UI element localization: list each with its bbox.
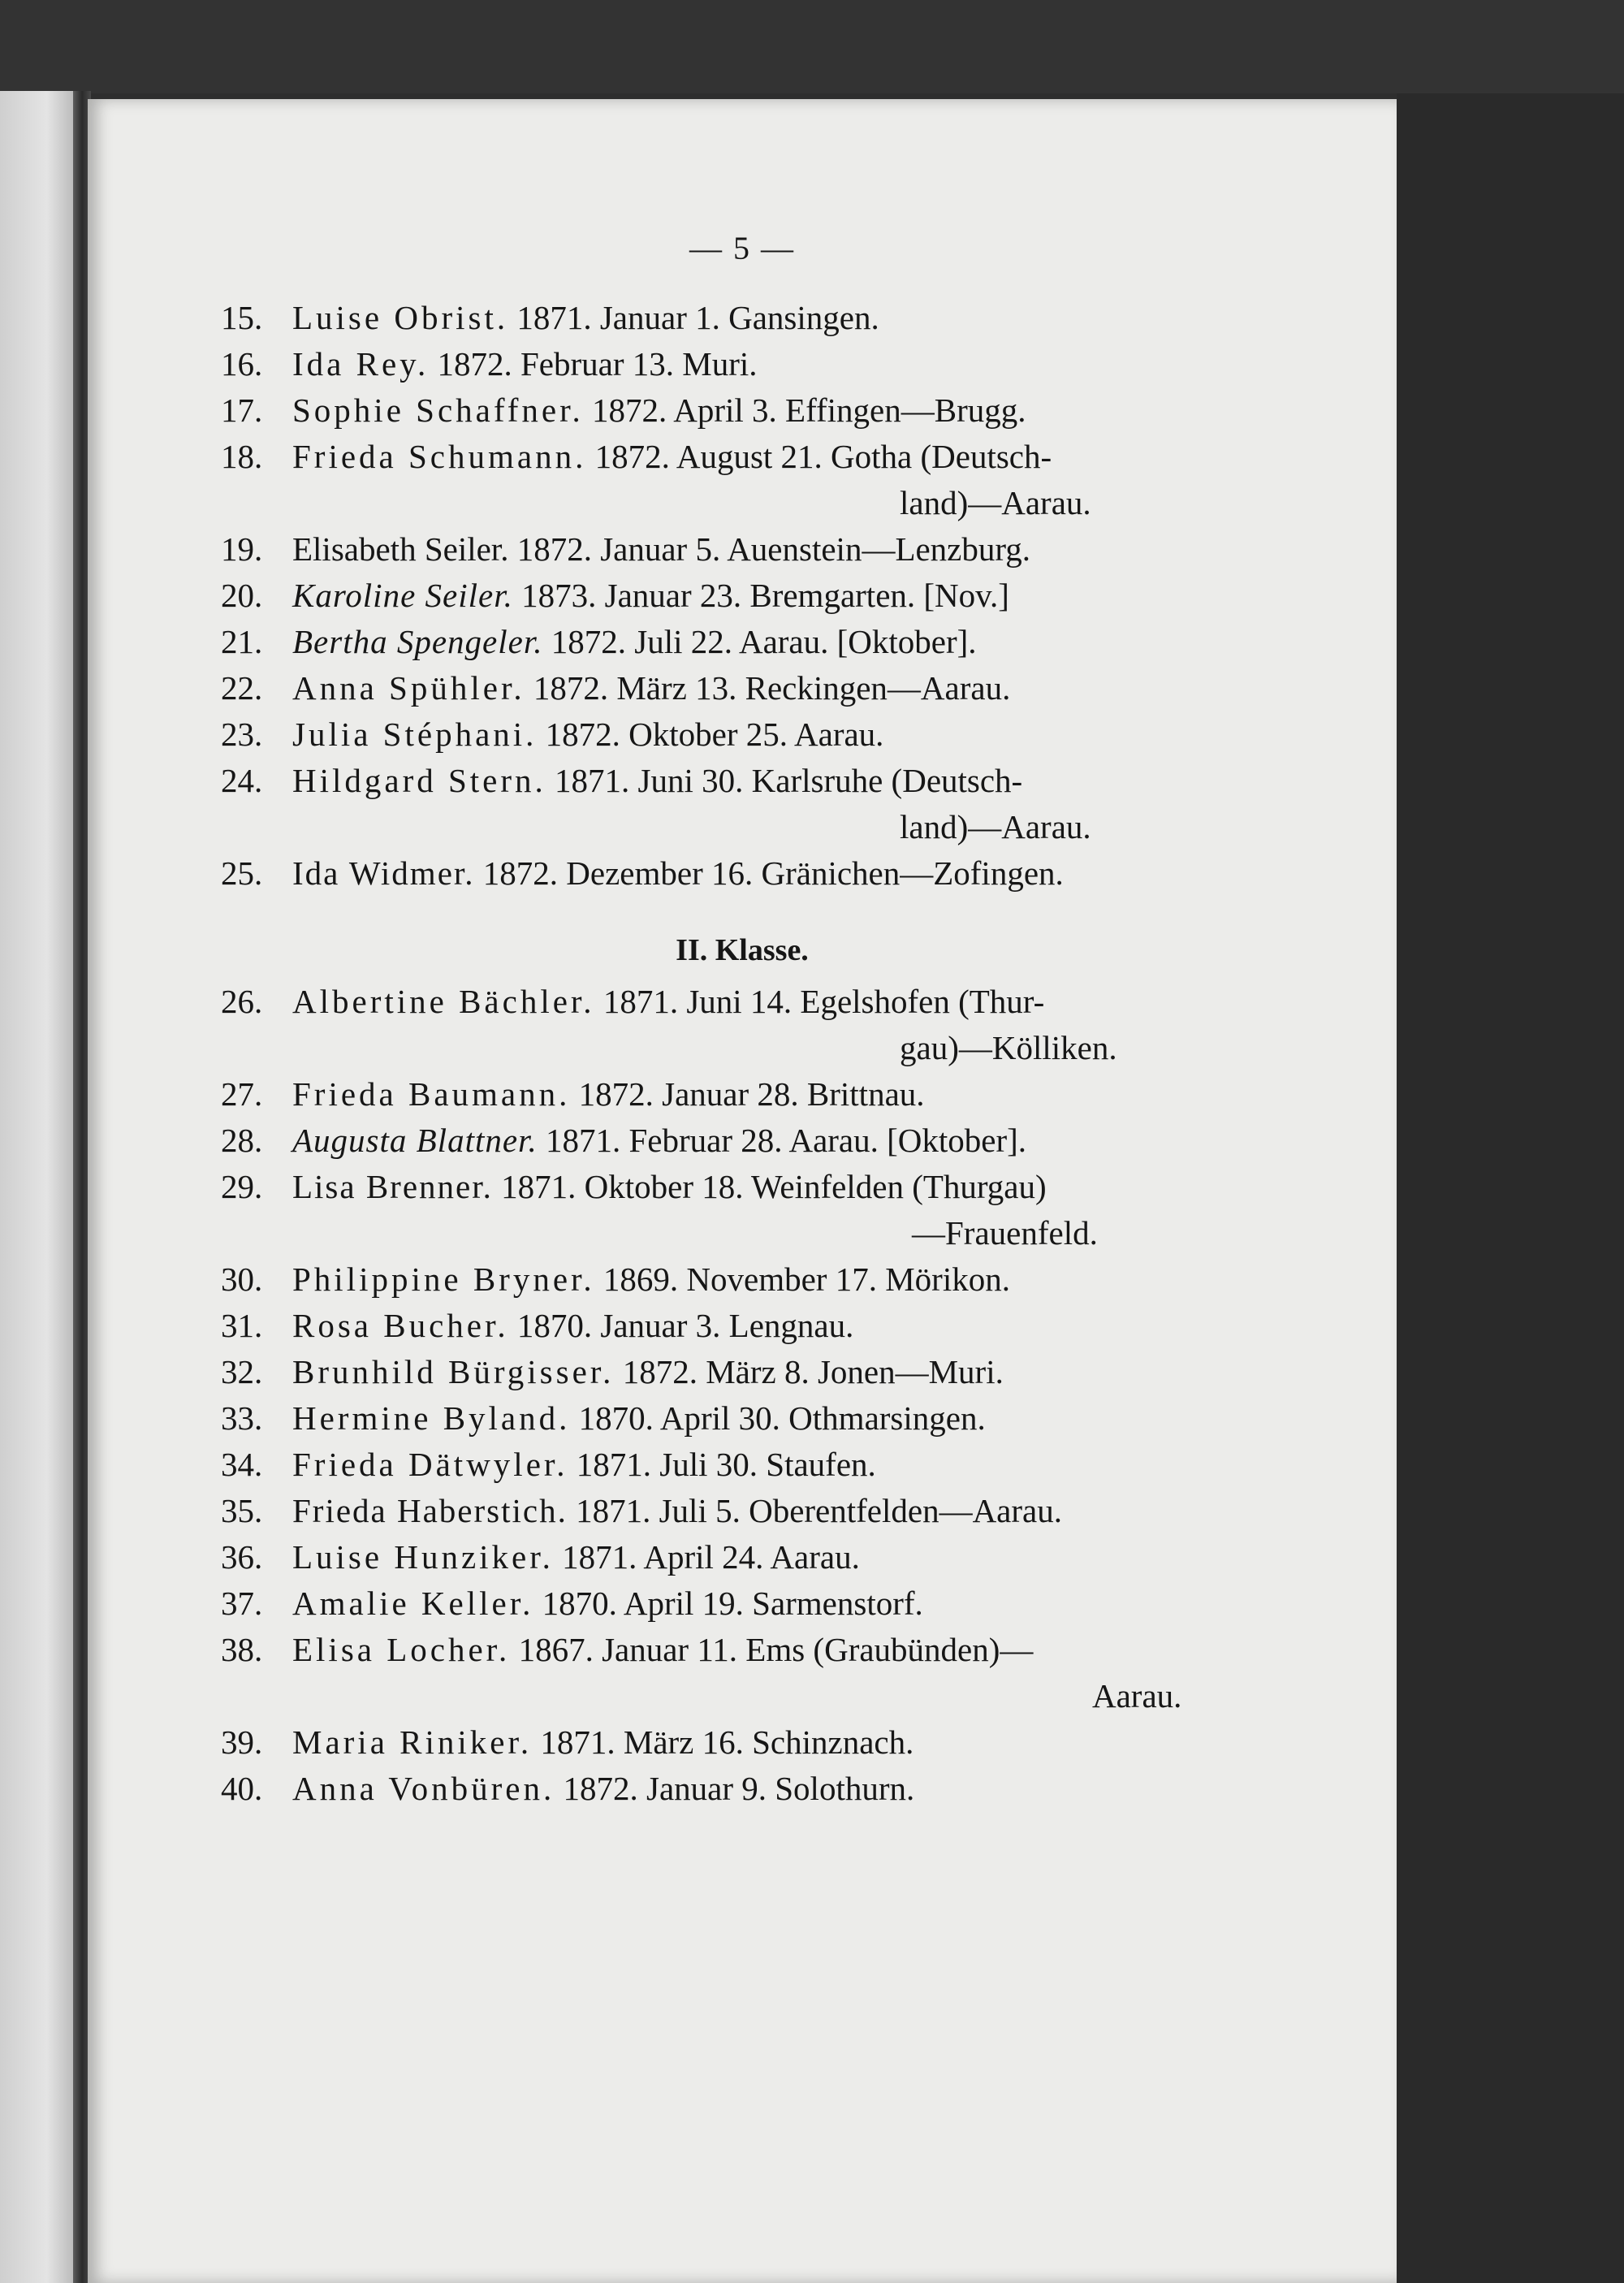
- entry-continuation: Aarau.: [1092, 1677, 1182, 1714]
- entry-name: Anna Vonbüren.: [292, 1770, 555, 1807]
- entry-details: 1872. März 13. Reckingen—Aarau.: [525, 669, 1011, 707]
- entry-number: 30.: [221, 1260, 263, 1298]
- entry-details: 1872. Februar 13. Muri.: [429, 345, 758, 383]
- page-content: [88, 99, 1397, 2283]
- entry-details: 1871. März 16. Schinznach.: [532, 1723, 914, 1761]
- entry-name: Bertha Spengeler.: [292, 623, 543, 660]
- entry-name: Julia Stéphani.: [292, 716, 538, 753]
- entry-name: Rosa Bucher.: [292, 1307, 509, 1344]
- entry-name: Frieda Dätwyler.: [292, 1446, 568, 1483]
- entry-number: 39.: [221, 1723, 263, 1761]
- entry-name: Amalie Keller.: [292, 1585, 534, 1622]
- entry-number: 15.: [221, 299, 263, 336]
- entry-name: Ida Rey.: [292, 345, 430, 383]
- entry-details: 1871. April 24. Aarau.: [553, 1538, 860, 1576]
- entry-number: 22.: [221, 669, 263, 707]
- entry-number: 31.: [221, 1307, 263, 1344]
- section-heading: II. Klasse.: [676, 933, 809, 967]
- entry-details: 1871. Januar 1. Gansingen.: [508, 299, 879, 336]
- entry-name: Elisabeth Seiler.: [292, 530, 509, 568]
- entry-number: 27.: [221, 1075, 263, 1113]
- entry-details: 1870. April 19. Sarmenstorf.: [533, 1585, 923, 1622]
- entry-name: Frieda Baumann.: [292, 1075, 571, 1113]
- entry-details: 1872. März 8. Jonen—Muri.: [614, 1353, 1004, 1390]
- entry-continuation: —Frauenfeld.: [912, 1214, 1098, 1252]
- entry-details: 1867. Januar 11. Ems (Graubünden)—: [510, 1631, 1034, 1668]
- entry-number: 23.: [221, 716, 263, 753]
- entry-details: 1872. Juli 22. Aarau. [Oktober].: [542, 623, 977, 660]
- scan-background-top: [0, 0, 1624, 93]
- entry-number: 25.: [221, 854, 263, 892]
- entry-number: 26.: [221, 983, 263, 1020]
- entry-name: Frieda Schumann.: [292, 438, 587, 475]
- entry-name: Frieda Haberstich.: [292, 1492, 568, 1529]
- entry-details: 1872. Januar 5. Auenstein—Lenzburg.: [508, 530, 1031, 568]
- entry-name: Brunhild Bürgisser.: [292, 1353, 615, 1390]
- entry-number: 19.: [221, 530, 263, 568]
- entry-name: Anna Spühler.: [292, 669, 525, 707]
- entry-name: Luise Obrist.: [292, 299, 509, 336]
- entry-details: 1869. November 17. Mörikon.: [594, 1260, 1010, 1298]
- entry-details: 1871. Oktober 18. Weinfelden (Thurgau): [492, 1168, 1047, 1205]
- entry-number: 21.: [221, 623, 263, 660]
- entry-details: 1872. April 3. Effingen—Brugg.: [583, 391, 1026, 429]
- entry-name: Luise Hunziker.: [292, 1538, 554, 1576]
- entry-details: 1871. Juni 30. Karlsruhe (Deutsch-: [546, 762, 1023, 799]
- entry-details: 1872. Oktober 25. Aarau.: [537, 716, 884, 753]
- entry-details: 1872. Januar 9. Solothurn.: [555, 1770, 915, 1807]
- entry-name: Augusta Blattner.: [292, 1122, 538, 1159]
- entry-number: 16.: [221, 345, 263, 383]
- entry-name: Hildgard Stern.: [292, 762, 546, 799]
- entry-continuation: land)—Aarau.: [900, 484, 1091, 521]
- entry-name: Philippine Bryner.: [292, 1260, 595, 1298]
- scan-background-right: [1397, 93, 1624, 2283]
- entry-continuation: land)—Aarau.: [900, 808, 1091, 845]
- entry-number: 34.: [221, 1446, 263, 1483]
- entry-number: 33.: [221, 1399, 263, 1437]
- entry-name: Albertine Bächler.: [292, 983, 595, 1020]
- entry-number: 18.: [221, 438, 263, 475]
- entry-number: 37.: [221, 1585, 263, 1622]
- entry-details: 1872. Januar 28. Brittnau.: [570, 1075, 925, 1113]
- entry-details: 1871. Februar 28. Aarau. [Oktober].: [537, 1122, 1027, 1159]
- entry-name: Elisa Locher.: [292, 1631, 511, 1668]
- entry-number: 38.: [221, 1631, 263, 1668]
- entry-details: 1871. Juli 5. Oberentfelden—Aarau.: [567, 1492, 1062, 1529]
- entry-number: 24.: [221, 762, 263, 799]
- entry-details: 1870. Januar 3. Lengnau.: [508, 1307, 854, 1344]
- entry-continuation: gau)—Kölliken.: [900, 1029, 1117, 1066]
- entry-name: Sophie Schaffner.: [292, 391, 584, 429]
- entry-details: 1871. Juni 14. Egelshofen (Thur-: [594, 983, 1045, 1020]
- entry-number: 36.: [221, 1538, 263, 1576]
- entry-name: Maria Riniker.: [292, 1723, 533, 1761]
- entry-number: 28.: [221, 1122, 263, 1159]
- entry-details: 1873. Januar 23. Bremgarten. [Nov.]: [512, 577, 1009, 614]
- entry-name: Ida Widmer.: [292, 854, 475, 892]
- entry-details: 1872. Dezember 16. Gränichen—Zofingen.: [474, 854, 1064, 892]
- entry-number: 40.: [221, 1770, 263, 1807]
- entry-name: Lisa Brenner.: [292, 1168, 493, 1205]
- entry-number: 17.: [221, 391, 263, 429]
- entry-number: 35.: [221, 1492, 263, 1529]
- entry-number: 29.: [221, 1168, 263, 1205]
- entry-details: 1872. August 21. Gotha (Deutsch-: [586, 438, 1052, 475]
- entry-number: 32.: [221, 1353, 263, 1390]
- entry-details: 1871. Juli 30. Staufen.: [568, 1446, 876, 1483]
- entry-name: Karoline Seiler.: [292, 577, 513, 614]
- entry-number: 20.: [221, 577, 263, 614]
- page-number: — 5 —: [689, 230, 795, 266]
- entry-details: 1870. April 30. Othmarsingen.: [570, 1399, 986, 1437]
- book-page: [88, 99, 1397, 2283]
- entry-name: Hermine Byland.: [292, 1399, 571, 1437]
